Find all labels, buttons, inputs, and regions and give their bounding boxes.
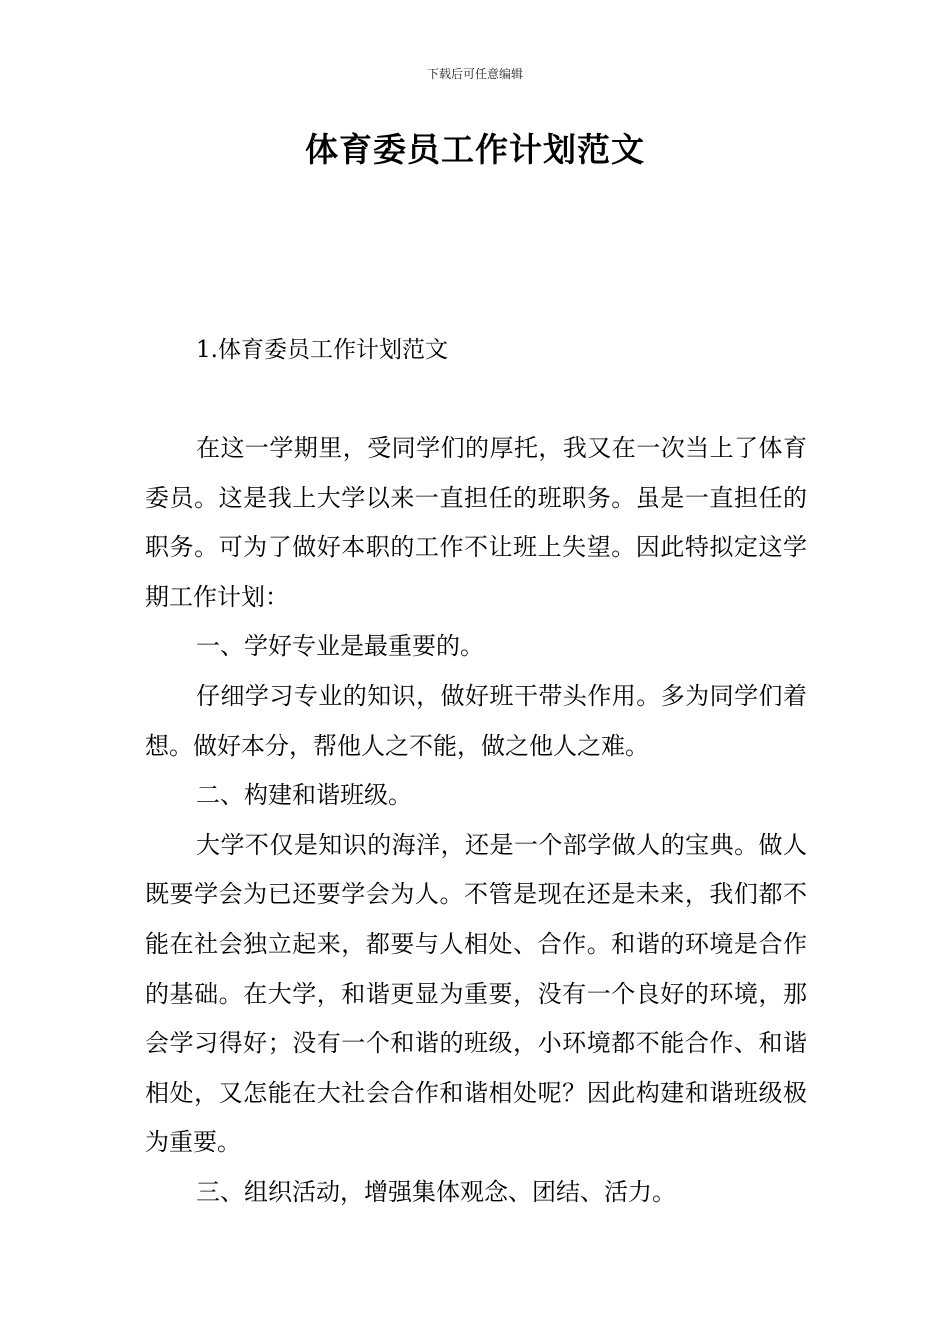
- document-title: 体育委员工作计划范文: [305, 130, 645, 169]
- subheading-paragraph: 二、构建和谐班级。: [196, 781, 412, 810]
- paragraph: 大学不仅是知识的海洋，还是一个部学做人的宝典。做人既要学会为已还要学会为人。不管是现在还是未来，我们都不能在社会独立起来，都要与人相处、合作。和谐的环境是合作的基础。在大学，和谐更显为重要，没有一个良好的环境，那会学习得好；没有一个和谐的班级，小环境都不能合作、和谐相处，又怎能在大社会合作和谐相处呢？因此构建和谐班级极为重要。: [145, 830, 807, 1157]
- document-body: [145, 424, 807, 1218]
- subheading-paragraph: 一、学好专业是最重要的。: [196, 632, 484, 661]
- header-note: 下载后可任意编辑: [426, 67, 523, 81]
- paragraph: 仔细学习专业的知识，做好班干带头作用。多为同学们着想。做好本分，帮他人之不能，做之他人之难。: [145, 681, 807, 760]
- paragraph: 在这一学期里，受同学们的厚托，我又在一次当上了体育委员。这是我上大学以来一直担任的班职务。虽是一直担任的职务。可为了做好本职的工作不让班上失望。因此特拟定这学期工作计划：: [145, 434, 807, 611]
- section-heading: 1.体育委员工作计划范文: [196, 337, 448, 363]
- subheading-paragraph: 三、组织活动，增强集体观念、团结、活力。: [196, 1177, 676, 1206]
